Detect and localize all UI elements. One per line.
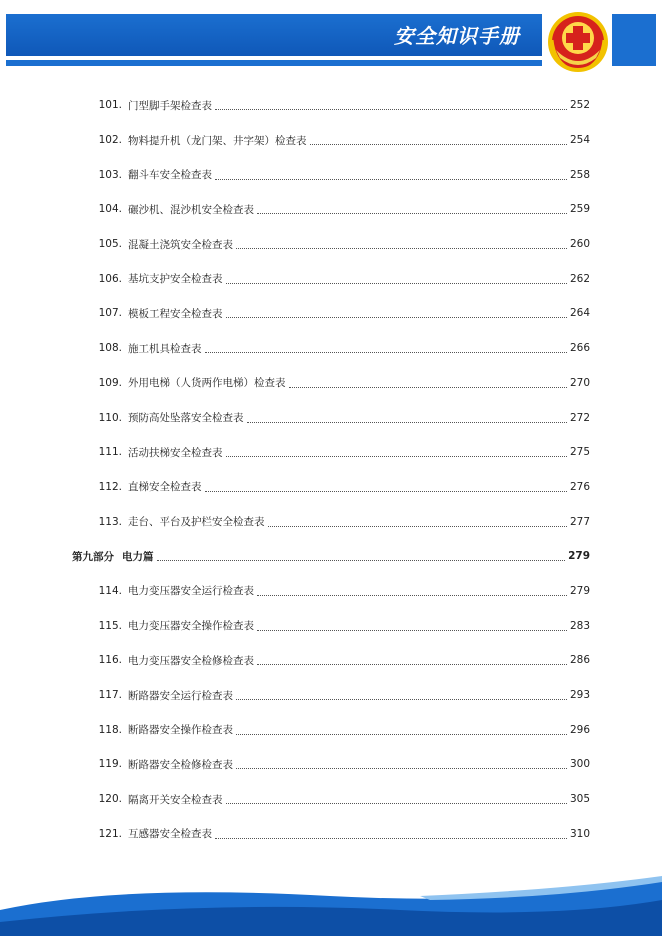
toc-entry[interactable] — [72, 435, 590, 470]
toc-entry-number: 118. — [98, 723, 122, 736]
toc-dot-leader — [205, 490, 567, 492]
toc-dot-leader — [226, 316, 567, 318]
toc-dot-leader — [205, 351, 567, 353]
toc-entry-page: 272 — [569, 411, 590, 424]
toc-dot-leader — [257, 594, 567, 596]
toc-entry-title: 断路器安全操作检查表 — [128, 724, 233, 737]
toc-entry[interactable] — [72, 608, 590, 643]
toc-entry-number: 103. — [98, 168, 122, 181]
toc-entry[interactable] — [72, 816, 590, 851]
toc-entry-title: 混凝土浇筑安全检查表 — [128, 238, 233, 251]
toc-entry-page: 258 — [569, 168, 590, 181]
toc-entry-title: 电力篇 — [122, 550, 154, 563]
toc-entry-title: 互感器安全检查表 — [128, 828, 212, 841]
toc-entry-title: 隔离开关安全检查表 — [128, 793, 223, 806]
toc-dot-leader — [236, 247, 567, 249]
toc-dot-leader — [226, 455, 567, 457]
toc-entry-title: 走台、平台及护栏安全检查表 — [128, 516, 265, 529]
toc-dot-leader — [257, 212, 567, 214]
toc-entry-page: 279 — [569, 584, 590, 597]
toc-entry-title: 预防高处坠落安全检查表 — [128, 412, 244, 425]
toc-entry-page: 276 — [569, 480, 590, 493]
toc-dot-leader — [157, 559, 566, 561]
toc-entry-number: 116. — [98, 654, 122, 667]
toc-entry-title: 断路器安全检修检查表 — [128, 758, 233, 771]
toc-entry-page: 286 — [569, 654, 590, 667]
toc-entry[interactable] — [72, 192, 590, 227]
toc-entry-page: 259 — [569, 203, 590, 216]
toc-entry-page: 305 — [569, 793, 590, 806]
toc-entry-page: 262 — [569, 272, 590, 285]
toc-entry-title: 电力变压器安全运行检查表 — [128, 585, 254, 598]
toc-dot-leader — [268, 525, 567, 527]
table-of-contents — [72, 88, 590, 851]
toc-entry-title: 翻斗车安全检查表 — [128, 169, 212, 182]
toc-entry[interactable] — [72, 123, 590, 158]
toc-entry-number: 113. — [98, 515, 122, 528]
safety-cross-emblem-icon — [546, 10, 610, 74]
toc-entry-number: 102. — [98, 134, 122, 147]
toc-dot-leader — [257, 629, 567, 631]
toc-entry[interactable] — [72, 643, 590, 678]
toc-entry-page: 293 — [569, 689, 590, 702]
header-underline — [6, 60, 542, 66]
toc-entry-page: 300 — [569, 758, 590, 771]
header-right-block — [612, 14, 656, 66]
toc-dot-leader — [236, 767, 567, 769]
toc-entry-title: 门型脚手架检查表 — [128, 99, 212, 112]
toc-entry-page: 270 — [569, 376, 590, 389]
toc-entry-number: 114. — [98, 584, 122, 597]
toc-dot-leader — [236, 698, 567, 700]
toc-entry[interactable] — [72, 747, 590, 782]
toc-entry-number: 111. — [98, 446, 122, 459]
toc-entry-title: 直梯安全检查表 — [128, 481, 202, 494]
toc-part-heading[interactable] — [72, 539, 590, 574]
toc-entry-number: 106. — [98, 272, 122, 285]
toc-entry[interactable] — [72, 261, 590, 296]
toc-entry-title: 电力变压器安全检修检查表 — [128, 654, 254, 667]
toc-dot-leader — [226, 802, 567, 804]
toc-entry-number: 第九部分 — [72, 550, 114, 563]
toc-entry-number: 101. — [98, 99, 122, 112]
toc-entry-number: 120. — [98, 793, 122, 806]
toc-entry-page: 277 — [569, 515, 590, 528]
toc-entry[interactable] — [72, 331, 590, 366]
toc-entry[interactable] — [72, 157, 590, 192]
toc-entry-number: 121. — [98, 827, 122, 840]
toc-entry-title: 碾沙机、混沙机安全检查表 — [128, 203, 254, 216]
toc-entry[interactable] — [72, 227, 590, 262]
toc-entry-page: 310 — [569, 827, 590, 840]
toc-dot-leader — [236, 733, 567, 735]
toc-entry-page: 296 — [569, 723, 590, 736]
toc-entry-page: 275 — [569, 446, 590, 459]
toc-dot-leader — [215, 178, 567, 180]
toc-dot-leader — [310, 143, 567, 145]
toc-entry-number: 108. — [98, 342, 122, 355]
toc-dot-leader — [257, 663, 567, 665]
toc-entry[interactable] — [72, 712, 590, 747]
toc-dot-leader — [215, 837, 567, 839]
toc-entry[interactable] — [72, 296, 590, 331]
toc-entry[interactable] — [72, 504, 590, 539]
toc-entry-page: 279 — [568, 550, 590, 563]
toc-entry[interactable] — [72, 366, 590, 401]
footer-wave — [0, 870, 662, 936]
toc-entry-number: 115. — [98, 619, 122, 632]
toc-entry[interactable] — [72, 782, 590, 817]
toc-entry-number: 105. — [98, 238, 122, 251]
toc-entry-number: 107. — [98, 307, 122, 320]
toc-entry-page: 252 — [569, 99, 590, 112]
toc-entry[interactable] — [72, 88, 590, 123]
toc-dot-leader — [226, 282, 567, 284]
toc-entry-number: 110. — [98, 411, 122, 424]
toc-entry-title: 物料提升机（龙门架、井字架）检查表 — [128, 134, 307, 147]
toc-entry-number: 109. — [98, 376, 122, 389]
toc-dot-leader — [247, 421, 567, 423]
toc-entry[interactable] — [72, 400, 590, 435]
header-title: 安全知识手册 — [394, 24, 520, 48]
toc-entry-title: 基坑支护安全检查表 — [128, 273, 223, 286]
toc-entry-title: 模板工程安全检查表 — [128, 307, 223, 320]
toc-entry-title: 断路器安全运行检查表 — [128, 689, 233, 702]
toc-entry-page: 264 — [569, 307, 590, 320]
toc-entry-number: 112. — [98, 480, 122, 493]
toc-entry-page: 260 — [569, 238, 590, 251]
toc-entry-title: 外用电梯（人货两作电梯）检查表 — [128, 377, 286, 390]
toc-entry-title: 施工机具检查表 — [128, 342, 202, 355]
toc-entry-title: 活动扶梯安全检查表 — [128, 446, 223, 459]
toc-entry-page: 254 — [569, 134, 590, 147]
toc-entry[interactable] — [72, 678, 590, 713]
toc-dot-leader — [289, 386, 567, 388]
toc-entry-number: 117. — [98, 689, 122, 702]
toc-entry[interactable] — [72, 574, 590, 609]
toc-entry-title: 电力变压器安全操作检查表 — [128, 620, 254, 633]
toc-entry-page: 283 — [569, 619, 590, 632]
toc-entry-number: 119. — [98, 758, 122, 771]
toc-entry-page: 266 — [569, 342, 590, 355]
toc-entry-number: 104. — [98, 203, 122, 216]
toc-dot-leader — [215, 108, 567, 110]
toc-entry[interactable] — [72, 470, 590, 505]
